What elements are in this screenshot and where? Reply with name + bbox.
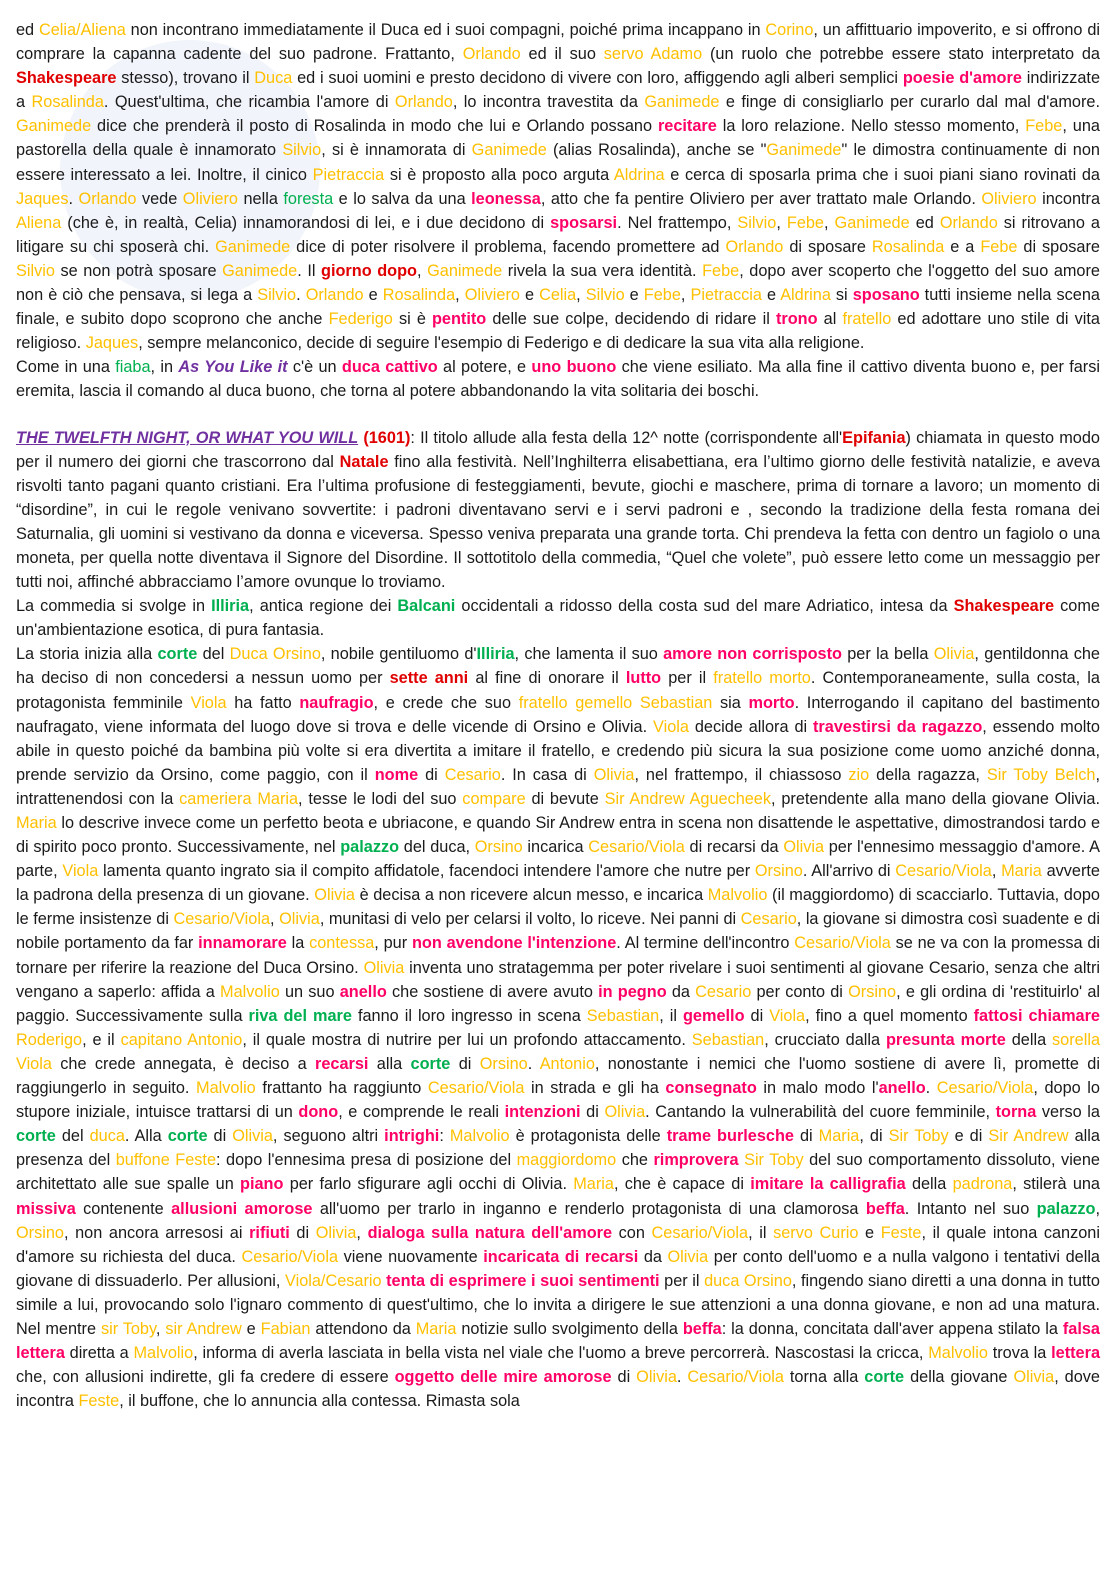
highlighted-term: Shakespeare [953,597,1055,616]
highlighted-term: Federigo [328,310,393,329]
highlighted-term: corte [167,1127,208,1146]
highlighted-term: Cesario [695,982,752,1001]
highlighted-term: Viola [190,693,227,712]
highlighted-term: consegnato [665,1079,757,1098]
highlighted-term: capitano Antonio [120,1030,243,1049]
highlighted-term: fiaba [115,358,151,377]
highlighted-term: Feste [880,1223,922,1242]
highlighted-term: Orlando [394,93,453,112]
highlighted-term: Sir Toby [888,1127,949,1146]
highlighted-term: Cesario/Viola [687,1368,784,1387]
highlighted-term: Olivia [783,838,825,857]
highlighted-term: Ganimede [644,93,720,112]
highlighted-term: presunta morte [885,1030,1006,1049]
highlighted-term: Duca Orsino [229,645,321,664]
highlighted-term: Rosalinda [382,286,456,305]
highlighted-term: uno buono [531,358,617,377]
highlighted-term: fratello morto [713,669,811,688]
highlighted-term: recitare [657,117,717,136]
highlighted-term: Viola/Cesario [285,1271,382,1290]
highlighted-term: Orsino [479,1054,528,1073]
highlighted-term: Orsino [474,838,523,857]
highlighted-term: Olivia [363,958,405,977]
highlighted-term: Illiria [476,645,515,664]
highlighted-term: Corino [765,21,814,39]
highlighted-term: zio [848,765,870,784]
highlighted-term: Cesario/Viola [651,1223,749,1242]
highlighted-term: Pietraccia [312,165,385,184]
highlighted-term: Aldrina [780,286,831,305]
highlighted-term: leonessa [471,189,541,208]
highlighted-term: Ganimede [427,261,503,280]
highlighted-term: travestirsi da ragazzo [813,717,983,736]
highlighted-term: Maria [1001,862,1042,881]
highlighted-term: Febe [702,261,740,280]
highlighted-term: trame burlesche [666,1127,794,1146]
highlighted-term: Orsino [848,982,897,1001]
highlighted-term: Orsino [754,862,803,881]
highlighted-term: riva del mare [248,1006,352,1025]
highlighted-term: maggiordomo [516,1151,617,1170]
highlighted-term: Cesario [444,765,501,784]
highlighted-term: dialoga sulla natura dell'amore [367,1223,613,1242]
highlighted-term: Silvio [737,213,777,232]
highlighted-term: torna [995,1103,1037,1122]
highlighted-term: Epifania [842,428,906,447]
highlighted-term: Sir Toby Belch [986,765,1096,784]
highlighted-term: amore non corrisposto [663,645,842,664]
highlighted-term: Silvio [585,286,625,305]
highlighted-term: Malvolio [707,886,768,905]
highlighted-term: Orlando [78,189,137,208]
highlighted-term: sorella Viola [16,1030,1100,1073]
highlighted-term: tenta di esprimere i suoi sentimenti [386,1271,660,1290]
highlighted-term: Shakespeare [16,69,117,88]
highlighted-term: Olivia [315,1223,357,1242]
highlighted-term: oggetto delle mire amorose [394,1368,612,1387]
highlighted-term: fattosi chiamare [973,1006,1100,1025]
highlighted-term: (1601) [363,428,411,447]
highlighted-term: Duca [254,69,293,88]
highlighted-term: incaricata di recarsi [483,1247,639,1266]
highlighted-term: Ganimede [222,261,298,280]
highlighted-term: duca Orsino [704,1271,792,1290]
highlighted-term: gemello [682,1006,745,1025]
highlighted-term: fratello [842,310,892,329]
highlighted-term: Rosalinda [871,237,945,256]
highlighted-term: cameriera Maria [179,789,299,808]
highlighted-term: Orlando [939,213,998,232]
highlighted-term: anello [339,982,387,1001]
highlighted-term: beffa [865,1199,905,1218]
highlighted-term: Sir Toby [744,1151,804,1170]
paragraph: La commedia si svolge in Illiria, antica regione dei Balcani occidentali a ridosso della costa sud del mare Adriatico, intesa da Shakespeare come un'ambientazione esotica, di pura fantasia. [16,597,1100,640]
highlighted-term: Cesario/Viola [427,1079,525,1098]
highlighted-term: imitare la calligrafia [750,1175,906,1194]
highlighted-term: dono [298,1103,339,1122]
highlighted-term: corte [16,1127,56,1146]
highlighted-term: Maria [573,1175,614,1194]
highlighted-term: Malvolio [928,1344,988,1363]
highlighted-term: Olivia [314,886,355,905]
highlighted-term: Olivia [232,1127,273,1146]
highlighted-term: Oliviero [182,189,238,208]
highlighted-term: buffone Feste [115,1151,217,1170]
highlighted-term: Ganimede [834,213,910,232]
highlighted-term: Cesario/Viola [936,1079,1034,1098]
highlighted-term: Ganimede [766,141,842,160]
highlighted-term: Ganimede [215,237,291,256]
paragraph-spacer [16,404,1100,426]
highlighted-term: compare [462,789,526,808]
highlighted-term: sposano [852,286,920,305]
highlighted-term: Viola [653,717,689,736]
highlighted-term: Sebastian [691,1030,765,1049]
highlighted-term: Febe [786,213,824,232]
highlighted-term: poesie d'amore [902,69,1022,88]
highlighted-term: Febe [643,286,681,305]
highlighted-term: Malvolio [220,982,280,1001]
highlighted-term: non avendone l'intenzione [411,934,617,953]
highlighted-term: Silvio [282,141,322,160]
highlighted-term: corte [157,645,198,664]
highlighted-term: Maria [16,814,57,832]
highlighted-term: Jaques [85,334,139,353]
highlighted-term: Sir Andrew [988,1127,1069,1146]
highlighted-term: piano [240,1175,284,1194]
highlighted-term: sir Andrew [165,1319,242,1338]
highlighted-term: Febe [980,237,1018,256]
highlighted-term: Jaques [16,189,69,208]
highlighted-term: sette anni [389,669,469,688]
paragraph: THE TWELFTH NIGHT, OR WHAT YOU WILL (1601): Il titolo allude alla festa della 12^ notte (corrispondente all'Epifania) chiamata in questo modo per il numero dei giorni che trascorrono dal Natale fino alla festività. Nell’Inghilterra elisabettiana, era l’ultimo giorno delle festività natalizie, e aveva risvolti tanto pagani quanto cristiani. Era l’ultima profusione di festeggiamenti, bevute, giochi e maschere, prima di tornare a lavoro; un momento di “disordine”, in cui le regole venivano sovvertite: i padroni diventavano servi e i servi padroni e , secondo la tradizione della festa romana dei Saturnalia, gli uomini si vestivano da donna e viceversa. Spesso veniva preparata una grande torta. Chi prendeva la fetta con dentro un fagiolo o una moneta, per quella notte diventava il Signore del Disordine. Il sottotitolo della commedia, “Quel che volete”, può essere letto come un messaggio per tutti noi, affinché abbracciamo l’amore ovunque lo troviamo. [16,428,1101,592]
highlighted-term: Cesario/Viola [794,934,891,953]
paragraph: Come in una fiaba, in As You Like it c'è un duca cattivo al potere, e uno buono che viene esiliato. Ma alla fine il cattivo diventa buono e, per farsi eremita, lascia il comando al duca buono, che torna al potere abbandonando la vita solitaria dei boschi. [16,358,1100,401]
highlighted-term: palazzo [340,838,400,857]
highlighted-term: servo Adamo [603,45,703,64]
highlighted-term: Cesario/Viola [588,838,685,857]
highlighted-term: padrona [952,1175,1013,1194]
highlighted-term: Illiria [211,597,250,616]
highlighted-term: Olivia [636,1368,677,1387]
highlighted-term: Pietraccia [690,286,762,305]
highlighted-term: Cesario/Viola [895,862,992,881]
highlighted-term: Maria [818,1127,860,1146]
highlighted-term: Silvio [16,261,55,280]
highlighted-term: Olivia [1013,1368,1055,1387]
paragraph: La storia inizia alla corte del Duca Orsino, nobile gentiluomo d'Illiria, che lamenta il suo amore non corrisposto per la bella Olivia, gentildonna che ha deciso di non concedersi a nessun uomo per sette anni al fine di onorare il lutto per il fratello morto. Contemporaneamente, sulla costa, la protagonista femminile Viola ha fatto naufragio, e crede che suo fratello gemello Sebastian sia morto. Interrogando il capitano del bastimento naufragato, viene informata del luogo dove si trova e delle vicende di Orsino e Olivia. Viola decide allora di travestirsi da ragazzo, essendo molto abile in questo poiché da bambina più volte si era divertita a imitare il fratello, e credendo più sicura la sua posizione come uomo anziché donna, prende servizio da Orsino, come paggio, con il nome di Cesario. In casa di Olivia, nel frattempo, il chiassoso zio della ragazza, Sir Toby Belch, intrattenendosi con la cameriera Maria, tesse le lodi del suo compare di bevute Sir Andrew Aguecheek, pretendente alla mano della giovane Olivia. Maria lo descrive invece come un perfetto beota e ubriacone, e quando Sir Andrew entra in scena non disattende le aspettative, dimostrandosi tardo e di spirito poco pronto. Successivamente, nel palazzo del duca, Orsino incarica Cesario/Viola di recarsi da Olivia per l'ennesimo messaggio d'amore. A parte, Viola lamenta quanto ingrato sia il compito affidatole, facendoci intendere l'amore che nutre per Orsino. All'arrivo di Cesario/Viola, Maria avverte la padrona della presenza di un giovane. Olivia è decisa a non ricevere alcun messo, e incarica Malvolio (il maggiordomo) di scacciarlo. Tuttavia, dopo le ferme insistenze di Cesario/Viola, Olivia, munitasi di velo per celarsi il volto, lo riceve. Nei panni di Cesario, la giovane si dimostra così suadente e di nobile portamento da far innamorare la contessa, pur non avendone l'intenzione. Al termine dell'incontro Cesario/Viola se ne va con la promessa di tornare per riferire la reazione del Duca Orsino. Olivia inventa uno stratagemma per poter rivelare i suoi sentimenti al giovane Cesario, senza che altri vengano a saperlo: affida a Malvolio un suo anello che sostiene di avere avuto in pegno da Cesario per conto di Orsino, e gli ordina di 'restituirlo' al paggio. Successivamente sulla riva del mare fanno il loro ingresso in scena Sebastian, il gemello di Viola, fino a quel momento fattosi chiamare Roderigo, e il capitano Antonio, il quale mostra di nutrire per lui un profondo attaccamento. Sebastian, crucciato dalla presunta morte della sorella Viola che crede annegata, è deciso a recarsi alla corte di Orsino. Antonio, nonostante i nemici che l'uomo sostiene di avere lì, promette di raggiungerlo in seguito. Malvolio frattanto ha raggiunto Cesario/Viola in strada e gli ha consegnato in malo modo l'anello. Cesario/Viola, dopo lo stupore iniziale, intuisce trattarsi di un dono, e comprende le reali intenzioni di Olivia. Cantando la vulnerabilità del cuore femminile, torna verso la corte del duca. Alla corte di Olivia, seguono altri intrighi: Malvolio è protagonista delle trame burlesche di Maria, di Sir Toby e di Sir Andrew alla presenza del buffone Feste: dopo l'ennesima presa di posizione del maggiordomo che rimprovera Sir Toby del suo comportamento dissoluto, viene architettato alle sue spalle un piano per farlo sfigurare agli occhi di Olivia. Maria, che è capace di imitare la calligrafia della padrona, stilerà una missiva contenente allusioni amorose all'uomo per trarlo in inganno e renderlo protagonista di una clamorosa beffa. Intanto nel suo palazzo, Orsino, non ancora arresosi ai rifiuti di Olivia, dialoga sulla natura dell'amore con Cesario/Viola, il servo Curio e Feste, il quale intona canzoni d'amore su richiesta del duca. Cesario/Viola viene nuovamente incaricata di recarsi da Olivia per conto dell'uomo e a nulla valgono i tentativi della giovane di dissuaderlo. Per allusioni, Viola/Cesario tenta di esprimere i suoi sentimenti per il duca Orsino, fingendo siano diretti a una donna in tutto simile a lui, provocando solo l'ignaro commento di quest'ultimo, che lo invita a dirigere le sue attenzioni a una donna giovane, e non ad una matura. Nel mentre sir Toby, sir Andrew e Fabian attendono da Maria notizie sullo svolgimento della beffa: la donna, concitata dall'aver appena stilato la falsa lettera diretta a Malvolio, informa di averla lasciata in bella vista nel viale che l'uomo a breve percorrerà. Nascostasi la cricca, Malvolio trova la lettera che, con allusioni indirette, gli fa credere di essere oggetto delle mire amorose di Olivia. Cesario/Viola torna alla corte della giovane Olivia, dove incontra Feste, il buffone, che lo annuncia alla contessa. Rimasta sola [16,645,1101,1411]
highlighted-term: duca cattivo [341,358,438,377]
highlighted-term: trono [775,310,818,329]
paragraph: ed Celia/Aliena non incontrano immediatamente il Duca ed i suoi compagni, poiché prima incappano in Corino, un affittuario impoverito, e si offrono di comprare la capanna cadente del suo padrone. Frattanto, Orlando ed il suo servo Adamo (un ruolo che potrebbe essere stato interpretato da Shakespeare stesso), trovano il Duca ed i suoi uomini e presto decidono di vivere con loro, affiggendo agli alberi semplici poesie d'amore indirizzate a Rosalinda. Quest'ultima, che ricambia l'amore di Orlando, lo incontra travestita da Ganimede e finge di consigliarlo per curarlo dal mal d'amore. Ganimede dice che prenderà il posto di Rosalinda in modo che lui e Orlando possano recitare la loro relazione. Nello stesso momento, Febe, una pastorella della quale è innamorato Silvio, si è innamorata di Ganimede (alias Rosalinda), anche se "Ganimede" le dimostra continuamente di non essere interessato a lei. Inoltre, il cinico Pietraccia si è proposto alla poco arguta Aldrina e cerca di sposarla prima che i suoi piani siano rovinati da Jaques. Orlando vede Oliviero nella foresta e lo salva da una leonessa, atto che fa pentire Oliviero per aver trattato male Orlando. Oliviero incontra Aliena (che è, in realtà, Celia) innamorandosi di lei, e i due decidono di sposarsi. Nel frattempo, Silvio, Febe, Ganimede ed Orlando si ritrovano a litigare su chi sposerà chi. Ganimede dice di poter risolvere il problema, facendo promettere ad Orlando di sposare Rosalinda e a Febe di sposare Silvio se non potrà sposare Ganimede. Il giorno dopo, Ganimede rivela la sua vera identità. Febe, dopo aver scoperto che l'oggetto del suo amore non è ciò che pensava, si lega a Silvio. Orlando e Rosalinda, Oliviero e Celia, Silvio e Febe, Pietraccia e Aldrina si sposano tutti insieme nella scena finale, e subito dopo scoprono che anche Federigo si è pentito delle sue colpe, decidendo di ridare il trono al fratello ed adottare uno stile di vita religioso. Jaques, sempre melanconico, decide di seguire l'esempio di Federigo e di dedicare la sua vita alla religione. [16,21,1101,353]
highlighted-term: Olivia [593,765,635,784]
highlighted-term: Maria [415,1319,457,1338]
highlighted-term: Ganimede [16,117,92,136]
highlighted-term: Ganimede [471,141,547,160]
highlighted-term: nome [374,765,419,784]
highlighted-term: palazzo [1036,1199,1096,1218]
highlighted-term: Cesario/Viola [241,1247,339,1266]
highlighted-term: falsa lettera [16,1319,1100,1363]
highlighted-term: servo Curio [773,1223,859,1242]
highlighted-term: foresta [283,189,334,208]
highlighted-term: giorno dopo [321,261,417,280]
highlighted-term: Fabian [260,1319,311,1338]
highlighted-term: Oliviero [981,189,1037,208]
highlighted-term: lutto [625,669,662,688]
highlighted-term: intrighi [384,1127,440,1146]
highlighted-term: contessa [309,934,375,953]
highlighted-term: duca [89,1127,125,1146]
highlighted-term: morto [748,693,795,712]
highlighted-term: Malvolio [133,1344,194,1363]
play-title: As You Like it [178,358,288,377]
highlighted-term: Roderigo [16,1030,83,1049]
highlighted-term: sir Toby [100,1319,156,1338]
highlighted-term: Orlando [305,286,364,305]
highlighted-term: Febe [1025,117,1063,136]
highlighted-term: rifiuti [249,1223,290,1242]
highlighted-term: Balcani [397,597,456,616]
highlighted-term: Antonio [539,1054,595,1073]
highlighted-term: Olivia [667,1247,709,1266]
highlighted-term: Sir Andrew Aguecheek [604,789,772,808]
highlighted-term: Orsino [16,1223,64,1242]
highlighted-term: Celia [539,286,577,305]
highlighted-term: Cesario/Viola [173,910,271,929]
highlighted-term: missiva [16,1199,76,1218]
highlighted-term: rimprovera [653,1151,739,1170]
play-title: THE TWELFTH NIGHT, OR WHAT YOU WILL [16,428,359,447]
highlighted-term: anello [878,1079,926,1098]
highlighted-term: in pegno [598,982,667,1001]
highlighted-term: Sebastian [586,1006,660,1025]
highlighted-term: corte [864,1368,905,1387]
highlighted-term: Malvolio [449,1127,510,1146]
highlighted-term: naufragio [299,693,374,712]
highlighted-term: innamorare [198,934,287,953]
highlighted-term: Silvio [257,286,297,305]
highlighted-term: Aldrina [613,165,665,184]
highlighted-term: Olivia [279,910,320,929]
highlighted-term: Orlando [725,237,784,256]
highlighted-term: Orlando [462,45,521,64]
highlighted-term: Olivia [933,645,975,664]
highlighted-term: beffa [682,1319,722,1338]
highlighted-term: sposarsi [550,213,618,232]
highlighted-term: Celia/Aliena [38,21,126,39]
highlighted-term: Malvolio [196,1079,256,1098]
highlighted-term: Viola [62,862,99,881]
highlighted-term: recarsi [315,1054,369,1073]
highlighted-term: allusioni amorose [171,1199,313,1218]
highlighted-term: Aliena [16,213,62,232]
highlighted-term: lettera [1051,1344,1100,1363]
highlighted-term: Oliviero [464,286,520,305]
highlighted-term: Rosalinda [31,93,104,112]
highlighted-term: pentito [431,310,487,329]
highlighted-term: intenzioni [504,1103,581,1122]
highlighted-term: Natale [339,452,389,471]
highlighted-term: corte [410,1054,451,1073]
highlighted-term: Viola [769,1006,806,1025]
highlighted-term: fratello gemello Sebastian [518,693,713,712]
document-page [16,18,1100,1413]
highlighted-term: Olivia [604,1103,646,1122]
highlighted-term: Feste [78,1392,120,1411]
highlighted-term: Cesario [740,910,797,929]
